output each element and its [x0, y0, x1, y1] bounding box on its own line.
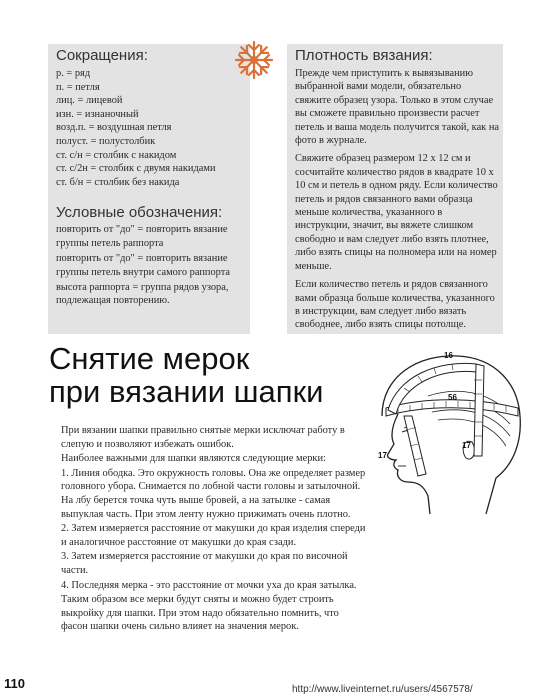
- symbols-line: повторить от "до" = повторить вязание группы петель внутри самого раппорта: [56, 253, 230, 278]
- main-paragraph: 4. Последняя мерка - это расстояние от мочки уха до края затылка.: [61, 579, 357, 591]
- density-paragraph: Если количество петель и рядов связанного вами образца больше количества, указанного в инструкции, вам следует либо вязать свободнее, либо взять спицы потолще.: [295, 279, 495, 331]
- abbreviation-item: полуст. = полустолбик: [56, 135, 156, 147]
- figure-label: 17: [378, 451, 387, 460]
- main-paragraph: 1. Линия ободка. Это окружность головы. Она же определяет размер головного убора. Снимается по лобной части головы и затылочной. На лбу берется точка чуть выше бровей, а на затылке - самая выпуклая часть. При этом ленту нужно прижимать очень плотно.: [61, 467, 366, 520]
- abbreviation-item: изн. = изнаночный: [56, 108, 139, 120]
- page-title-line: при вязании шапки: [49, 374, 324, 409]
- symbols-text: [56, 223, 250, 307]
- main-paragraph: Наиболее важными для шапки являются следующие мерки:: [61, 453, 326, 465]
- abbreviation-item: п. = петля: [56, 81, 100, 93]
- abbreviations-list: [56, 67, 250, 189]
- density-text: [295, 67, 499, 332]
- abbreviations-title: Сокращения:: [56, 47, 148, 64]
- figure-label: 17: [462, 441, 471, 450]
- page-title-line: Снятие мерок: [49, 341, 250, 376]
- symbols-line: высота раппорта = группа рядов узора, подлежащая повторению.: [56, 281, 229, 307]
- symbols-line: повторить от "до" = повторить вязание группы петель раппорта: [56, 224, 228, 249]
- abbreviation-item: возд.п. = воздушная петля: [56, 122, 172, 134]
- main-paragraph: Таким образом все мерки будут сняты и можно будет строить выкройку для шапки. При этом надо обязательно помнить, что фасон шапки очень сильно влияет на значения мерок.: [61, 594, 339, 633]
- main-text: [61, 424, 367, 637]
- page-number: 110: [4, 676, 25, 691]
- figure-label: 16: [444, 351, 453, 360]
- figure-label: 56: [448, 393, 457, 402]
- abbreviation-item: р. = ряд: [56, 68, 91, 79]
- main-paragraph: 2. Затем измеряется расстояние от макушки до края изделия спереди и аналогичное расстояние от макушки до края сзади.: [61, 523, 366, 548]
- page-title: [49, 342, 323, 408]
- density-paragraph: Прежде чем приступить к вывязыванию выбранной вами модели, обязательно свяжите образец узора. Только в этом случае вы сможете правильно произвести расчет петель и ваша модель получится такой, как на фото в журнале.: [295, 68, 500, 147]
- abbreviation-item: ст. б/н = столбик без накида: [56, 176, 180, 188]
- density-paragraph: Свяжите образец размером 12 х 12 см и сосчитайте количество рядов в квадрате 10 х 10 см и петель в одном ряду. Если количество петель и рядов связанного вами образца меньше количества, указанного в инструкции, значит, вы вяжете слишком свободно и вам следует либо взять плотнее, либо взять спицы на полномера или на номер меньше.: [295, 153, 498, 272]
- snowflake-ornament-icon: [232, 38, 276, 82]
- source-url: http://www.liveinternet.ru/users/4567578/: [292, 684, 473, 695]
- abbreviation-item: ст. с/н = столбик с накидом: [56, 149, 177, 161]
- abbreviation-item: лиц. = лицевой: [56, 95, 123, 107]
- main-paragraph: 3. Затем измеряется расстояние от макушки до края по височной части.: [61, 551, 348, 576]
- abbreviation-item: ст. с/2н = столбик с двумя накидами: [56, 163, 216, 175]
- abbreviations-section: [56, 46, 250, 311]
- density-title: Плотность вязания:: [295, 47, 433, 64]
- head-measurement-figure: [368, 346, 533, 516]
- symbols-title: Условные обозначения:: [56, 204, 223, 222]
- main-paragraph: При вязании шапки правильно снятые мерки исключат работу в слепую и позволяют избежать ошибок.: [61, 425, 345, 450]
- density-section: [295, 46, 499, 335]
